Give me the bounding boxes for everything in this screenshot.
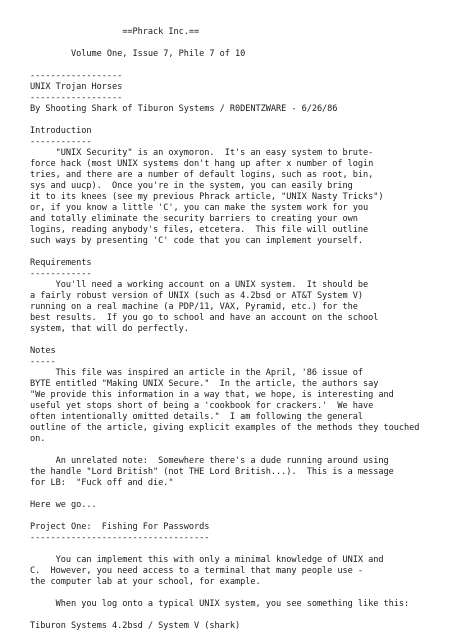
text-line: system, that will do perfectly. [30, 324, 189, 334]
text-line: tries, and there are a number of default logins, such as root, bin, [30, 170, 374, 180]
article-title: UNIX Trojan Horses [30, 82, 123, 92]
text-line: ----------------------------------- [30, 533, 210, 543]
text-line: on. [30, 434, 46, 444]
section-heading-requirements: Requirements [30, 258, 92, 268]
text-line: outline of the article, giving explicit examples of the methods they touched [30, 423, 420, 433]
text-line: best results. If you go to school and have an account on the school [30, 313, 379, 323]
issue-line: Volume One, Issue 7, Phile 7 of 10 [30, 49, 246, 59]
text-line: "We provide this information in a way that, we hope, is interesting and [30, 390, 394, 400]
text-line: ------------------ [30, 93, 123, 103]
text-line: the handle "Lord British" (not THE Lord British...). This is a message [30, 467, 394, 477]
text-line: often intentionally omitted details." I am following the general [30, 412, 364, 422]
text-line: When you log onto a typical UNIX system, you see something like this: [30, 599, 410, 609]
text-line: You can implement this with only a minimal knowledge of UNIX and [30, 555, 384, 565]
text-line: ------------------ [30, 71, 123, 81]
section-heading-project-one: Project One: Fishing For Passwords [30, 522, 210, 532]
text-line: useful yet stops short of being a 'cookbook for crackers.' We have [30, 401, 374, 411]
text-line: or, if you know a little 'C', you can make the system work for you [30, 203, 369, 213]
text-line: ------------ [30, 269, 92, 279]
text-line: Tiburon Systems 4.2bsd / System V (shark) [30, 621, 241, 631]
text-line: ----- [30, 357, 56, 367]
text-line: such ways by presenting 'C' code that you can implement yourself. [30, 236, 364, 246]
text-line: for LB: "Fuck off and die." [30, 478, 174, 488]
text-line: a fairly robust version of UNIX (such as 4.2bsd or AT&T System V) [30, 291, 364, 301]
byline: By Shooting Shark of Tiburon Systems / R0DENTZWARE - 6/26/86 [30, 104, 338, 114]
text-line: This file was inspired an article in the April, '86 issue of [30, 368, 364, 378]
text-line: An unrelated note: Somewhere there's a dude running around using [30, 456, 389, 466]
section-heading-introduction: Introduction [30, 126, 92, 136]
text-line: logins, reading anybody's files, etcetera. This file will outline [30, 225, 369, 235]
text-line: it to its knees (see my previous Phrack article, "UNIX Nasty Tricks") [30, 192, 384, 202]
text-line: sys and uucp). Once you're in the system, you can easily bring [30, 181, 353, 191]
text-line: C. However, you need access to a terminal that many people use - [30, 566, 364, 576]
text-line: BYTE entitled "Making UNIX Secure." In the article, the authors say [30, 379, 379, 389]
text-line: and totally eliminate the security barriers to creating your own [30, 214, 358, 224]
text-line: force hack (most UNIX systems don't hang up after x number of login [30, 159, 374, 169]
text-line: the computer lab at your school, for example. [30, 577, 261, 587]
section-heading-notes: Notes [30, 346, 56, 356]
text-line: running on a real machine (a PDP/11, VAX, Pyramid, etc.) for the [30, 302, 358, 312]
text-line: "UNIX Security" is an oxymoron. It's an easy system to brute- [30, 148, 374, 158]
masthead: ==Phrack Inc.== [30, 27, 200, 37]
text-line: ------------ [30, 137, 92, 147]
text-line: Here we go... [30, 500, 97, 510]
text-line: You'll need a working account on a UNIX system. It should be [30, 280, 369, 290]
